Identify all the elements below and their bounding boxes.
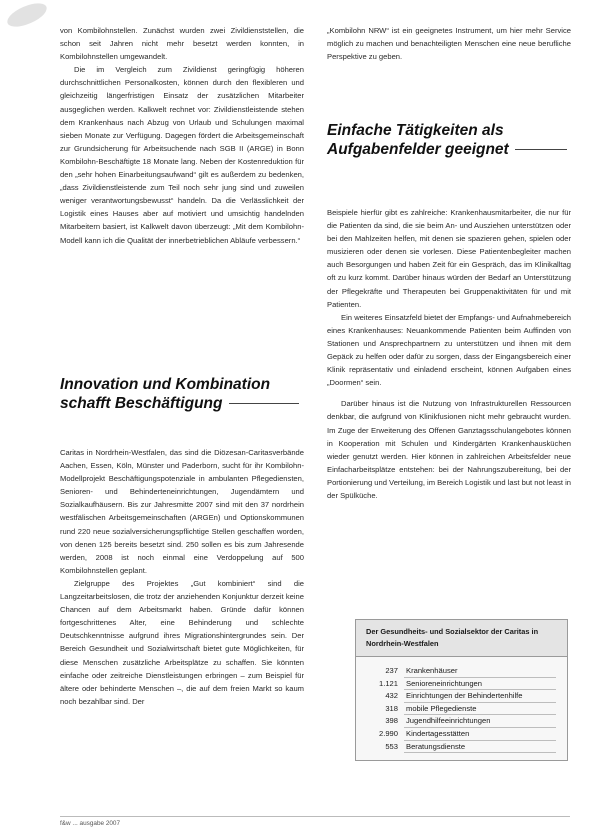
footer-rule [60, 816, 570, 817]
body-paragraph: von Kombilohnstellen. Zunächst wurden zwei Zivildienststellen, die schon seit Jahren nicht mehr besetzt werden konnten, in Kombilohnstellen umgewandelt. [60, 26, 304, 62]
stats-label: Krankenhäuser [404, 665, 556, 677]
right-column-top [327, 24, 571, 63]
stats-count: 237 [385, 666, 398, 676]
stats-count: 553 [385, 741, 398, 751]
heading-rule [515, 149, 567, 150]
right-column-body [327, 206, 571, 502]
stats-row [366, 690, 556, 703]
section-heading-innovation: Innovation und Kombination schafft Beschäftigung [60, 375, 304, 413]
stats-label: Einrichtungen der Behindertenhilfe [404, 690, 556, 703]
section-heading-taetigkeiten: Einfache Tätigkeiten als Aufgabenfelder geeignet [327, 121, 577, 159]
left-column [60, 24, 304, 247]
stats-label: Jugendhilfeeinrichtungen [404, 715, 556, 728]
stats-count: 2.990 [378, 728, 398, 738]
stats-label: Senioreneinrichtungen [404, 677, 556, 690]
stats-row [366, 715, 556, 728]
stats-label: mobile Pflegedienste [404, 702, 556, 715]
body-paragraph: Caritas in Nordrhein-Westfalen, das sind die Diözesan-Caritasverbände Aachen, Essen, Köln, Münster und Paderborn, sucht für ihr Kombilohn-Modellprojekt Beschäftigungspotenziale in ambulanten Pflegediensten, Senioren- und Behinderteneinrichtungen, Jugendämtern und Sozialkaufhäusern. Bis zur Jahresmitte 2007 sind mit den 37 nordrhein westfälischen Arbeitsgemeinschaften (ARGEn) und Optionskommunen rund 220 neue sozialversicherungspflichtige Stellen geschaffen worden, von denen 125 bereits besetzt sind. 250 sollen es bis zum Jahresende werden, 2008 ist noch einmal eine Verdoppelung auf 500 Kombilohnstellen geplant. [60, 448, 304, 575]
stats-label: Beratungsdienste [404, 740, 556, 753]
left-column-lower [60, 446, 304, 708]
body-paragraph: Ein weiteres Einsatzfeld bietet der Empfangs- und Aufnahmebereich eines Krankenhauses: Neuankommende Patienten beim Auffinden von Stationen und Ansprechpartnern zu unterstützen und ihnen mit dem Gepäck zu helfen oder dafür zu sorgen, dass der Eingangsbereich einer Klinik repräsentativ und einladend erscheint, können Aufgaben eines „Doormen“ sein. [327, 312, 571, 388]
stats-row [366, 740, 556, 753]
stats-count: 1.121 [378, 678, 398, 688]
stats-row [366, 665, 556, 677]
stats-count: 432 [385, 691, 398, 701]
body-paragraph: „Kombilohn NRW“ ist ein geeignetes Instrument, um hier mehr Service möglich zu machen und benachteiligten Menschen eine neue berufliche Perspektive zu geben. [327, 26, 571, 62]
body-paragraph: Die im Vergleich zum Zivildienst geringfügig höheren durchschnittlichen Personalkosten, können durch den flexibleren und gleichzeitig längerfristigen Einsatz der zusätzlichen Mitarbeiter ausgeglichen werden. Kalkwelt rechnet vor: Zivildienstleistende stehen dem Krankenhaus nach Abzug von Urlaub und Schulungen maximal sieben Monate zur Verfügung. Dagegen fördert die Arbeitsgemeinschaft zur Grundsicherung für Arbeitsuchende nach SGB II (ARGE) in Bonn Kombilohn-Beschäftigte 18 Monate lang. Neben der Kostenreduktion für den „sehr hohen Einarbeitungsaufwand“ gilt es außerdem zu bedenken, „dass Zivildienstleistende zum Teil noch sehr jung sind und zuweilen weniger verantwortungsbewusst“ handeln. Da die Verlässlichkeit der Logistik eines Hauses aber auf motiviert und umsichtig handelnden Mitarbeitern basiert, ist Kalkwelt davon überzeugt: „Mit dem Kombilohn-Modell kann ich die Qualität der innerbetrieblichen Abläufe verbessern.“ [60, 65, 304, 245]
heading-rule [229, 403, 299, 404]
stats-label: Kindertagesstätten [404, 727, 556, 740]
body-paragraph: Darüber hinaus ist die Nutzung von Infrastrukturellen Ressourcen denkbar, die aufgrund von Klinikfusionen nicht mehr gebraucht wurden. Im Zuge der Erweiterung des Offenen Ganztagsschulangebotes können in Kooperation mit Schulen und Kindergärten Krankenhausküchen wieder genutzt werden. Hier können in zahlreichen Arbeitsfelder neue Einfacharbeitsplätze entstehen: bei der Nahrungszubereitung, bei der Portionierung und Verteilung, im Bereich Logistik und last but not least in der Spülküche. [327, 399, 571, 500]
stats-count: 318 [385, 703, 398, 713]
stats-row [366, 702, 556, 715]
stats-box-title: Der Gesundheits- und Sozialsektor der Caritas in Nordrhein-Westfalen [356, 620, 567, 657]
page-footer: f&w ... ausgabe 2007 [60, 820, 121, 827]
stats-row [366, 727, 556, 740]
stats-row [366, 677, 556, 690]
corner-decoration [4, 0, 50, 30]
stats-table [366, 665, 556, 753]
body-paragraph: Zielgruppe des Projektes „Gut kombiniert“ sind die Langzeitarbeitslosen, die trotz der anziehenden Konjunktur derzeit keine Chancen auf dem Arbeitsmarkt haben. Gründe dafür können fortgeschrittenes Alter, eine Behinderung und schlechte Deutschkenntnisse aufgrund ihres Migrationshintergrundes sein. Der Bereich Gesundheit und Sozialwirtschaft bietet gute Möglichkeiten, für diese Menschen zusätzliche Arbeitsplätze zu schaffen. Sie könnten einfache oder zeitreiche Dienstleistungen erbringen – zum Beispiel für ältere oder behinderte Menschen –, die auf dem freien Markt so kaum noch bezahlbar sind. Der [60, 578, 304, 706]
stats-box [355, 619, 568, 761]
body-paragraph: Beispiele hierfür gibt es zahlreiche: Krankenhausmitarbeiter, die nur für die Patienten da sind, die sie beim An- und Ausziehen unterstützen oder bei den Mahlzeiten helfen, mit denen sie spazieren gehen, spielen oder musizieren oder denen sie vorlesen. Diese Patientenbegleiter machen auch Besorgungen und haben Zeit für ein Gespräch, das im Klinikalltag oft zu kurz kommt. Darüber hinaus würden der Bedarf an Unterstützung der Pflegekräfte und Therapeuten bei Gruppenaktivitäten für und mit Patienten. [327, 208, 571, 309]
stats-count: 398 [385, 716, 398, 726]
